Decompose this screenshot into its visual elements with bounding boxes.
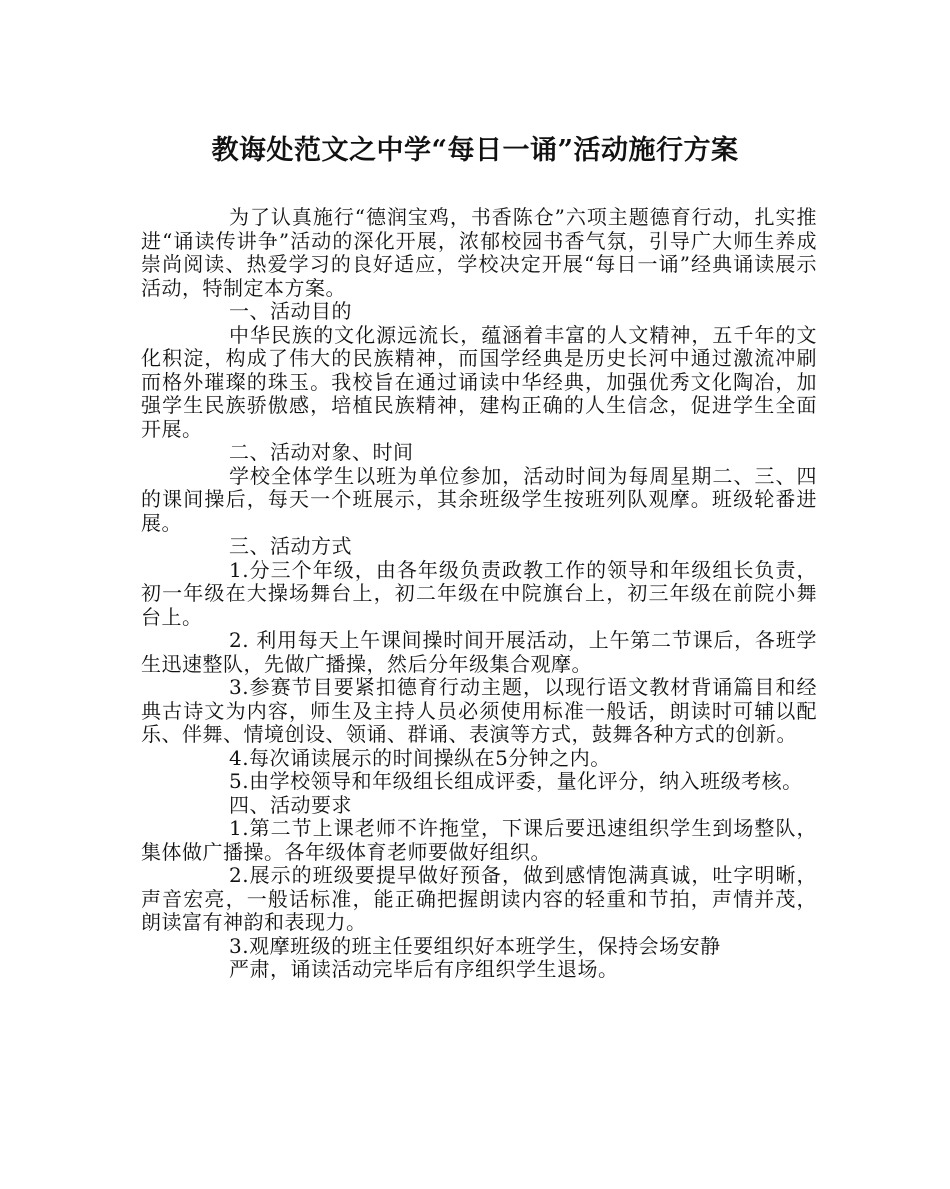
intro-paragraph: 为了认真施行“德润宝鸡，书香陈仓”六项主题德育行动，扎实推进“诵读传讲争”活动的深化开展，浓郁校园书香气氛，引导广大师生养成崇尚阅读、热爱学习的良好适应，学校决定开展“每日一诵”经典诵读展示活动，特制定本方案。	[141, 205, 817, 300]
method-item-4: 4.每次诵读展示的时间操纵在5分钟之内。	[229, 745, 611, 770]
requirement-item-3: 3.观摩班级的班主任要组织好本班学生，保持会场安静	[229, 933, 721, 958]
method-item-5: 5.由学校领导和年级组长组成评委，量化评分，纳入班级考核。	[229, 769, 803, 793]
participants-time-paragraph: 学校全体学生以班为单位参加，活动时间为每周星期二、三、四的课间操后，每天一个班展示，其余班级学生按班列队观摩。班级轮番进展。	[141, 463, 817, 535]
method-item-3: 3.参赛节目要紧扣德育行动主题，以现行语文教材背诵篇目和经典古诗文为内容，师生及主持人员必须使用标准一般话，朗读时可辅以配乐、伴舞、情境创设、领诵、群诵、表演等方式，鼓舞各种方式的创新。	[141, 675, 817, 746]
section-heading-participants-time: 二、活动对象、时间	[229, 440, 414, 464]
document-title: 教诲处范文之中学“每日一诵”活动施行方案	[211, 135, 739, 166]
method-item-1: 1.分三个年级，由各年级负责政教工作的领导和年级组长负责，初一年级在大操场舞台上，初二年级在中院旗台上，初三年级在前院小舞台上。	[141, 557, 817, 629]
requirement-item-3-continued: 严肃，诵读活动完毕后有序组织学生退场。	[229, 957, 619, 981]
requirement-item-2: 2.展示的班级要提早做好预备，做到感情饱满真诚，吐字明晰，声音宏亮，一般话标准，能正确把握朗读内容的轻重和节拍，声情并茂，朗读富有神韵和表现力。	[141, 863, 817, 934]
purpose-paragraph: 中华民族的文化源远流长，蕴涵着丰富的人文精神，五千年的文化积淀，构成了伟大的民族精神，而国学经典是历史长河中通过激流冲刷而格外璀璨的珠玉。我校旨在通过诵读中华经典，加强优秀文化陶冶，加强学生民族骄傲感，培植民族精神，建构正确的人生信念，促进学生全面开展。	[141, 322, 817, 441]
requirement-item-1: 1.第二节上课老师不许拖堂，下课后要迅速组织学生到场整队，集体做广播操。各年级体育老师要做好组织。	[141, 816, 817, 864]
method-item-2: 2. 利用每天上午课间操时间开展活动，上午第二节课后，各班学生迅速整队，先做广播操，然后分年级集合观摩。	[141, 628, 817, 676]
document-body	[141, 206, 817, 982]
section-heading-purpose: 一、活动目的	[229, 299, 352, 323]
section-heading-requirements: 四、活动要求	[229, 792, 352, 817]
section-heading-method: 三、活动方式	[229, 534, 352, 558]
